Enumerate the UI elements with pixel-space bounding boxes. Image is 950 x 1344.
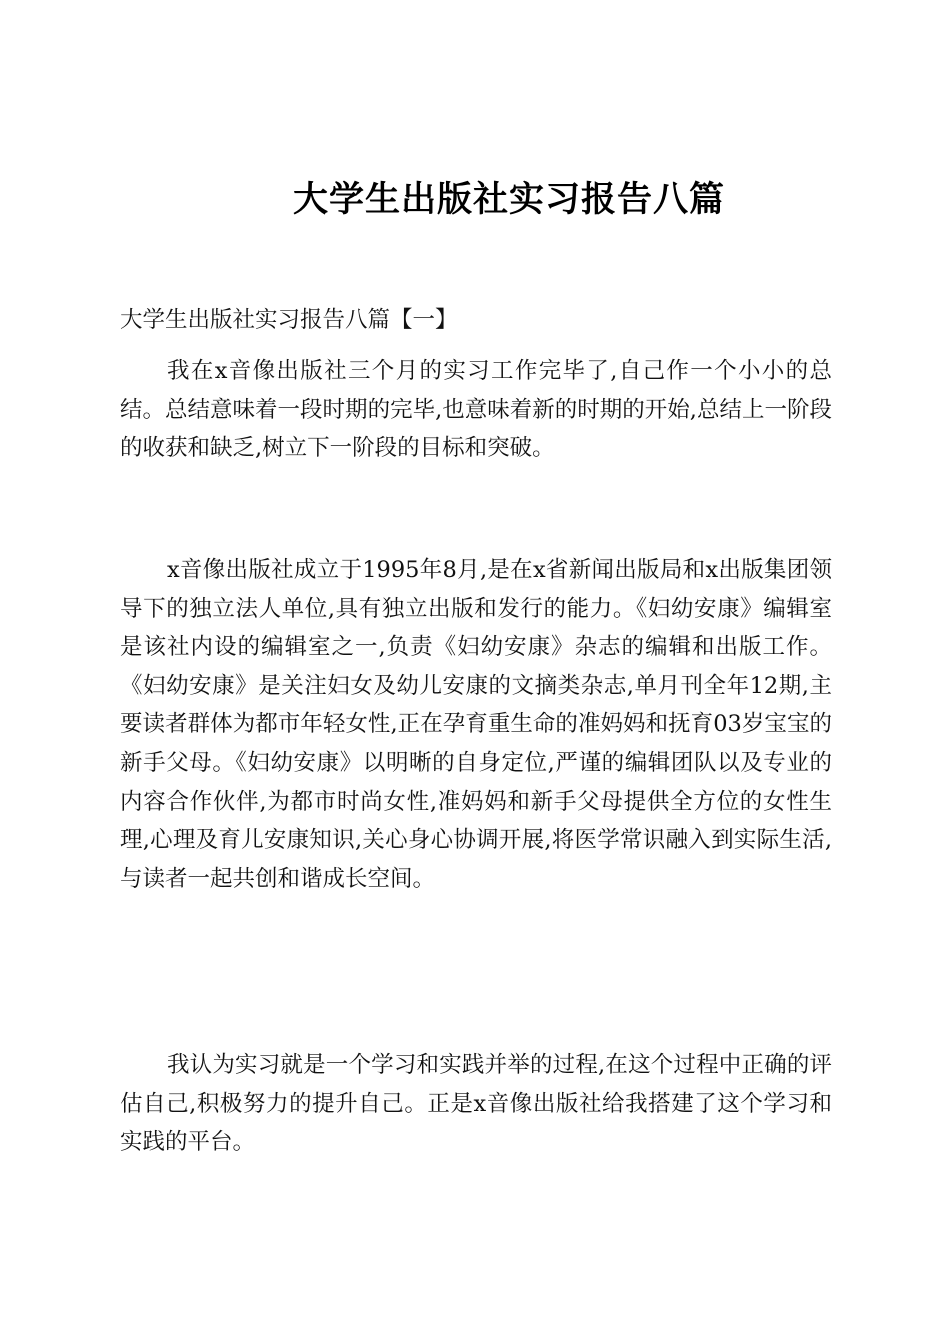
paragraph-1: 我在x音像出版社三个月的实习工作完毕了,自己作一个小小的总结。总结意味着一段时期的完毕,也意味着新的时期的开始,总结上一阶段的收获和缺乏,树立下一阶段的目标和突破。 [120, 358, 832, 462]
paragraph-2: x音像出版社成立于1995年8月,是在x省新闻出版局和x出版集团领导下的独立法人单位,具有独立出版和发行的能力。《妇幼安康》编辑室是该社内设的编辑室之一,负责《妇幼安康》杂志的编辑和出版工作。《妇幼安康》是关注妇女及幼儿安康的文摘类杂志,单月刊全年12期,主要读者群体为都市年轻女性,正在孕育重生命的准妈妈和抚育03岁宝宝的新手父母。《妇幼安康》以明晰的自身定位,严谨的编辑团队以及专业的内容合作伙伴,为都市时尚女性,准妈妈和新手父母提供全方位的女性生理,心理及育儿安康知识,关心身心协调开展,将医学常识融入到实际生活,与读者一起共创和谐成长空间。 [120, 557, 832, 892]
paragraph-3: 我认为实习就是一个学习和实践并举的过程,在这个过程中正确的评估自己,积极努力的提升自己。正是x音像出版社给我搭建了这个学习和实践的平台。 [120, 1052, 832, 1156]
document-title: 大学生出版社实习报告八篇 [292, 180, 725, 220]
section-heading: 大学生出版社实习报告八篇【一】 [120, 307, 458, 333]
